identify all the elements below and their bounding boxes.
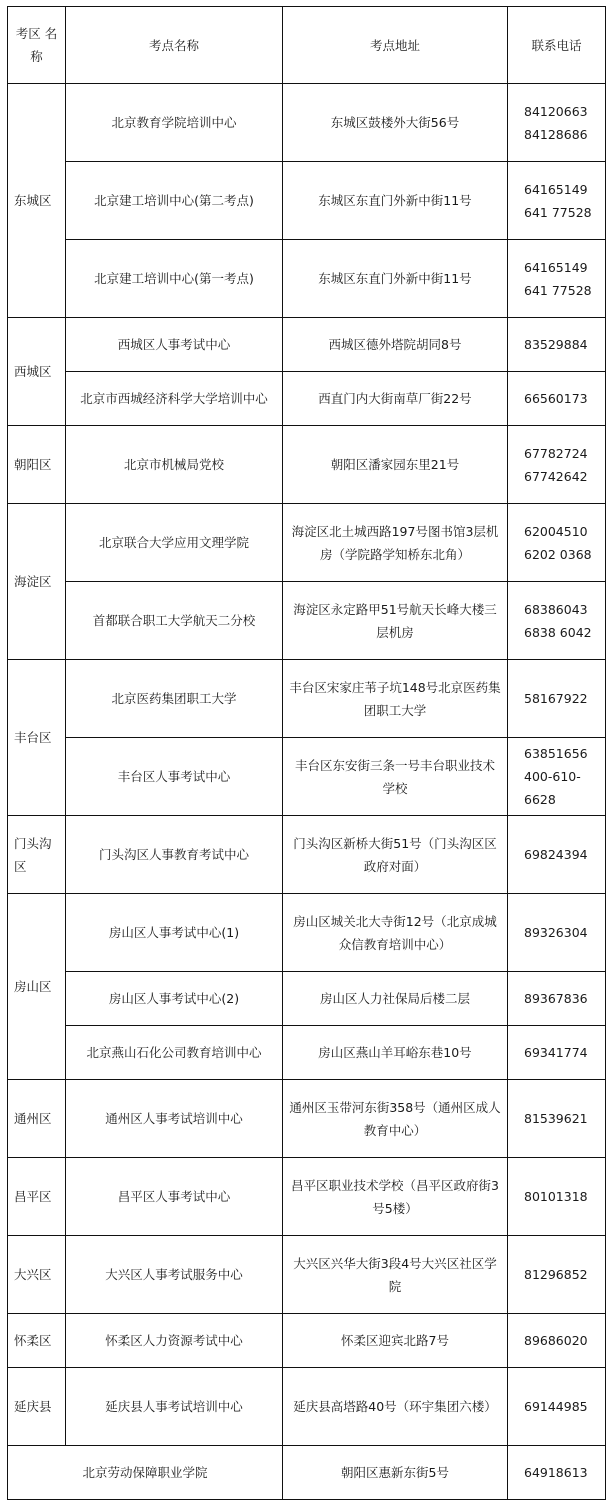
table-row — [8, 504, 606, 582]
site-name-cell: 昌平区人事考试中心 — [66, 1158, 283, 1236]
phone-cell: 89686020 — [508, 1314, 606, 1368]
site-address-cell: 门头沟区新桥大街51号（门头沟区区政府对面） — [283, 816, 508, 894]
header-site-name: 考点名称 — [66, 7, 283, 84]
phone-cell: 64165149 641 77528 — [508, 240, 606, 318]
table-row — [8, 660, 606, 738]
table-row — [8, 1158, 606, 1236]
site-name-cell: 西城区人事考试中心 — [66, 318, 283, 372]
site-address-cell: 东城区东直门外新中街11号 — [283, 240, 508, 318]
site-address-cell: 大兴区兴华大街3段4号大兴区社区学院 — [283, 1236, 508, 1314]
site-address-cell: 通州区玉带河东街358号（通州区成人教育中心） — [283, 1080, 508, 1158]
phone-cell: 58167922 — [508, 660, 606, 738]
phone-cell: 68386043 6838 6042 — [508, 582, 606, 660]
site-address-cell: 朝阳区潘家园东里21号 — [283, 426, 508, 504]
phone-cell: 62004510 6202 0368 — [508, 504, 606, 582]
table-row — [8, 1314, 606, 1368]
phone-cell: 64165149 641 77528 — [508, 162, 606, 240]
table-row — [8, 1080, 606, 1158]
phone-cell: 69824394 — [508, 816, 606, 894]
phone-cell: 64918613 — [508, 1446, 606, 1500]
site-address-cell: 东城区东直门外新中街11号 — [283, 162, 508, 240]
site-address-cell: 房山区燕山羊耳峪东巷10号 — [283, 1026, 508, 1080]
site-name-cell: 北京医药集团职工大学 — [66, 660, 283, 738]
district-cell: 朝阳区 — [8, 426, 66, 504]
site-address-cell: 怀柔区迎宾北路7号 — [283, 1314, 508, 1368]
exam-site-table — [7, 6, 606, 1500]
table-row — [8, 582, 606, 660]
district-cell: 西城区 — [8, 318, 66, 426]
header-site-address: 考点地址 — [283, 7, 508, 84]
phone-cell: 84120663 84128686 — [508, 84, 606, 162]
district-cell: 东城区 — [8, 84, 66, 318]
table-row — [8, 972, 606, 1026]
district-cell: 通州区 — [8, 1080, 66, 1158]
site-name-cell: 北京市西城经济科学大学培训中心 — [66, 372, 283, 426]
phone-cell: 69144985 — [508, 1368, 606, 1446]
site-name-cell: 丰台区人事考试中心 — [66, 738, 283, 816]
site-address-cell: 延庆县高塔路40号（环宇集团六楼） — [283, 1368, 508, 1446]
site-address-cell: 房山区人力社保局后楼二层 — [283, 972, 508, 1026]
district-cell: 延庆县 — [8, 1368, 66, 1446]
table-row — [8, 162, 606, 240]
site-name-cell: 大兴区人事考试服务中心 — [66, 1236, 283, 1314]
site-address-cell: 东城区鼓楼外大街56号 — [283, 84, 508, 162]
phone-cell: 69341774 — [508, 1026, 606, 1080]
table-row — [8, 1236, 606, 1314]
site-name-cell: 怀柔区人力资源考试中心 — [66, 1314, 283, 1368]
phone-cell: 83529884 — [508, 318, 606, 372]
table-row — [8, 816, 606, 894]
site-name-cell: 北京劳动保障职业学院 — [8, 1446, 283, 1500]
site-name-cell: 北京建工培训中心(第二考点) — [66, 162, 283, 240]
phone-cell: 63851656 400-610-6628 — [508, 738, 606, 816]
site-name-cell: 房山区人事考试中心(2) — [66, 972, 283, 1026]
site-name-cell: 北京市机械局党校 — [66, 426, 283, 504]
table-row — [8, 1026, 606, 1080]
site-name-cell: 北京联合大学应用文理学院 — [66, 504, 283, 582]
site-address-cell: 海淀区永定路甲51号航天长峰大楼三层机房 — [283, 582, 508, 660]
site-name-cell: 北京建工培训中心(第一考点) — [66, 240, 283, 318]
district-cell: 怀柔区 — [8, 1314, 66, 1368]
table-row — [8, 738, 606, 816]
site-name-cell: 首都联合职工大学航天二分校 — [66, 582, 283, 660]
site-address-cell: 房山区城关北大寺街12号（北京成城众信教育培训中心） — [283, 894, 508, 972]
table-row — [8, 372, 606, 426]
district-cell: 昌平区 — [8, 1158, 66, 1236]
district-cell: 大兴区 — [8, 1236, 66, 1314]
site-name-cell: 通州区人事考试培训中心 — [66, 1080, 283, 1158]
table-row — [8, 240, 606, 318]
phone-cell: 89367836 — [508, 972, 606, 1026]
site-address-cell: 西直门内大街南草厂街22号 — [283, 372, 508, 426]
table-row — [8, 894, 606, 972]
phone-cell: 81539621 — [508, 1080, 606, 1158]
table-row — [8, 1368, 606, 1446]
table-row — [8, 84, 606, 162]
header-district: 考区 名称 — [8, 7, 66, 84]
header-row — [8, 7, 606, 84]
phone-cell: 67782724 67742642 — [508, 426, 606, 504]
site-name-cell: 延庆县人事考试培训中心 — [66, 1368, 283, 1446]
site-address-cell: 丰台区宋家庄苇子坑148号北京医药集团职工大学 — [283, 660, 508, 738]
phone-cell: 80101318 — [508, 1158, 606, 1236]
district-cell: 门头沟区 — [8, 816, 66, 894]
site-name-cell: 房山区人事考试中心(1) — [66, 894, 283, 972]
site-name-cell: 北京教育学院培训中心 — [66, 84, 283, 162]
district-cell: 丰台区 — [8, 660, 66, 816]
site-address-cell: 西城区德外塔院胡同8号 — [283, 318, 508, 372]
phone-cell: 81296852 — [508, 1236, 606, 1314]
site-name-cell: 门头沟区人事教育考试中心 — [66, 816, 283, 894]
site-address-cell: 丰台区东安街三条一号丰台职业技术学校 — [283, 738, 508, 816]
district-cell: 房山区 — [8, 894, 66, 1080]
phone-cell: 66560173 — [508, 372, 606, 426]
table-row — [8, 426, 606, 504]
site-address-cell: 海淀区北土城西路197号图书馆3层机房（学院路学知桥东北角） — [283, 504, 508, 582]
site-name-cell: 北京燕山石化公司教育培训中心 — [66, 1026, 283, 1080]
header-phone: 联系电话 — [508, 7, 606, 84]
district-cell: 海淀区 — [8, 504, 66, 660]
table-row — [8, 318, 606, 372]
table-row-final — [8, 1446, 606, 1500]
site-address-cell: 昌平区职业技术学校（昌平区政府街3号5楼） — [283, 1158, 508, 1236]
phone-cell: 89326304 — [508, 894, 606, 972]
site-address-cell: 朝阳区惠新东街5号 — [283, 1446, 508, 1500]
